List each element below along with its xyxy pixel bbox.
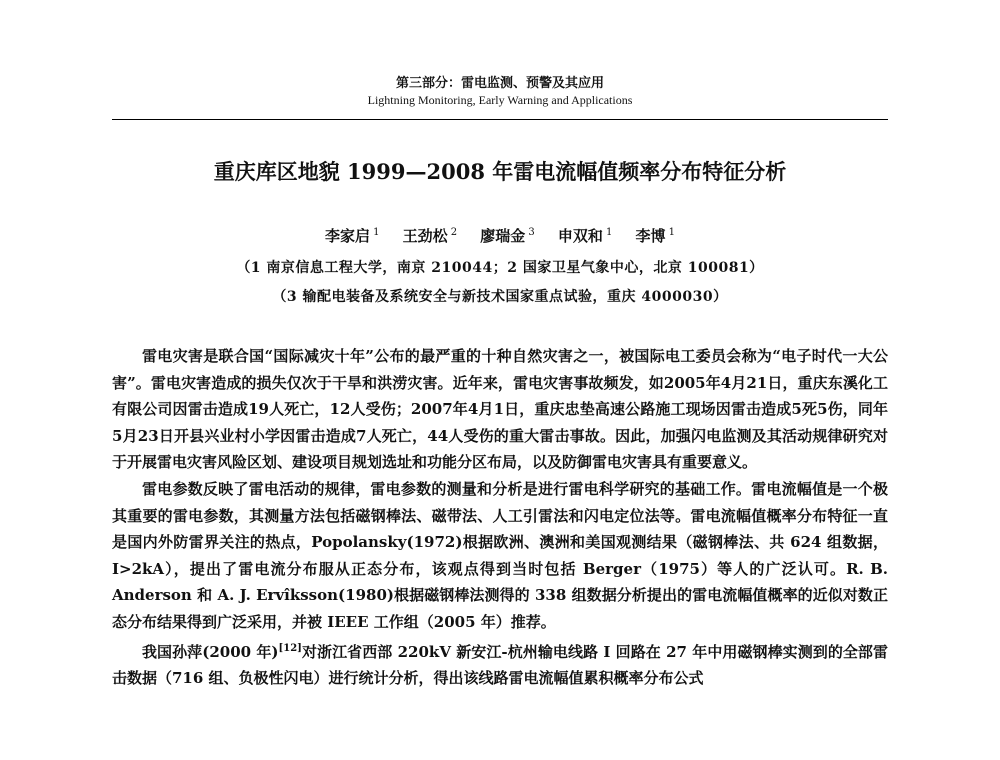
paper-title: 重庆库区地貌 1999—2008 年雷电流幅值频率分布特征分析 <box>213 159 787 184</box>
body-text <box>112 343 888 692</box>
section-title-zh: 第三部分：雷电监测、预警及其应用 <box>395 76 604 91</box>
author: 李博 $^1$ <box>635 227 675 245</box>
paragraph-intro: 雷电灾害是联合国“国际减灾十年”公布的最严重的十种自然灾害之一，被国际电工委员会称为“电子时代一大公害”。雷电灾害造成的损失仅次于干旱和洪涝灾害。近年来，雷电灾害事故频发，如2005年4月21日，重庆东溪化工有限公司因雷击造成19人死亡，12人受伤；2007年4月1日，重庆忠垫高速公路施工现场因雷击造成5死5伤，同年5月23日开县兴业村小学因雷击造成7人死亡，44人受伤的重大雷击事故。因此，加强闪电监测及其活动规律研究对于开展雷电灾害风险区划、建设项目规划选址和功能分区布局，以及防御雷电灾害具有重要意义。 <box>112 347 888 472</box>
citation-ref: [12] <box>278 642 302 654</box>
author: 申双和 $^1$ <box>557 227 613 245</box>
paragraph-parameters: 雷电参数反映了雷电活动的规律，雷电参数的测量和分析是进行雷电科学研究的基础工作。雷电流幅值是一个极其重要的雷电参数，其测量方法包括磁钢棒法、磁带法、人工引雷法和闪电定位法等。雷电流幅值概率分布特征一直是国内外防雷界关注的热点，Popolansky(1972)根据欧洲、澳洲和美国观测结果（磁钢棒法、共 624 组数据，I>2kA），提出了雷电流分布服从正态分布，该观点得到当时包括 Berger（1975）等人的广泛认可。R. B. Anderson 和 A. J. Ervîksson(1980)根据磁钢棒法测得的 338 组数据分析提出的雷电流幅值概率的近似对数正态分布结果得到广泛采用，并被 IEEE 工作组（2005 年）推荐。 <box>112 479 888 631</box>
header-rule <box>112 119 888 120</box>
affiliation-line-2: （3 输配电装备及系统安全与新技术国家重点试验，重庆 4000030） <box>272 289 728 305</box>
section-title-en: Lightning Monitoring, Early Warning and Applications <box>367 93 633 107</box>
author: 王劲松 $^2$ <box>402 227 458 245</box>
author: 廖瑞金 $^3$ <box>480 227 535 245</box>
running-header <box>112 76 888 108</box>
affiliation-line-1: （1 南京信息工程大学，南京 210044；2 国家卫星气象中心，北京 100081） <box>236 260 764 276</box>
paragraph-domestic-study: 我国孙萍(2000 年)[12]对浙江省西部 220kV 新安江-杭州输电线路 I 回路在 27 年中用磁钢棒实测到的全部雷击数据（716 组、负极性闪电）进行统计分析，得出该线路雷电流幅值累积概率分布公式 <box>112 642 888 688</box>
author-list <box>0 222 1000 247</box>
author: 李家启 $^1$ <box>325 227 380 245</box>
